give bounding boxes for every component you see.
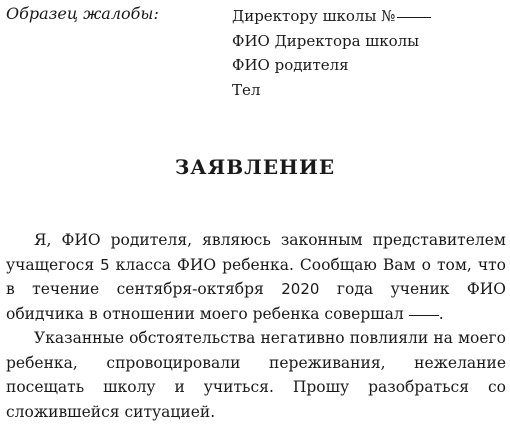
paragraph-2: Указанные обстоятельства негативно повлияли на моего ребенка, спровоцировали переживания, нежелание посещать школу и учиться. Прошу разобраться со сложившейся ситуацией.	[6, 329, 506, 421]
paragraph-1	[6, 228, 506, 326]
paragraph-1-part-2: класса ФИО ребенка. Сообщаю Вам о том, что в течение сентября-октября	[6, 255, 506, 298]
action-blank	[409, 314, 439, 316]
grade-number: 5	[100, 255, 110, 274]
director-prefix: Директору школы №	[232, 7, 396, 25]
parent-name: ФИО родителя	[232, 56, 349, 74]
document-title: ЗАЯВЛЕНИЕ	[174, 155, 336, 179]
document-body	[6, 228, 506, 424]
phone-label: Тел	[232, 80, 261, 99]
director-name: ФИО Директора школы	[232, 31, 420, 50]
school-number-blank	[397, 16, 431, 18]
paragraph-1-part-1: Я, ФИО родителя, являюсь законным представителем учащегося	[6, 231, 506, 274]
director-line	[232, 4, 502, 29]
year-number: 2020	[281, 280, 320, 298]
paragraph-1-part-4: .	[438, 304, 444, 323]
addressee-block	[232, 4, 502, 102]
sample-label: Образец жалобы:	[6, 4, 159, 23]
paragraph-1-part-3: года ученик ФИО обидчика в отношении моего ребенка совершал	[6, 280, 506, 323]
